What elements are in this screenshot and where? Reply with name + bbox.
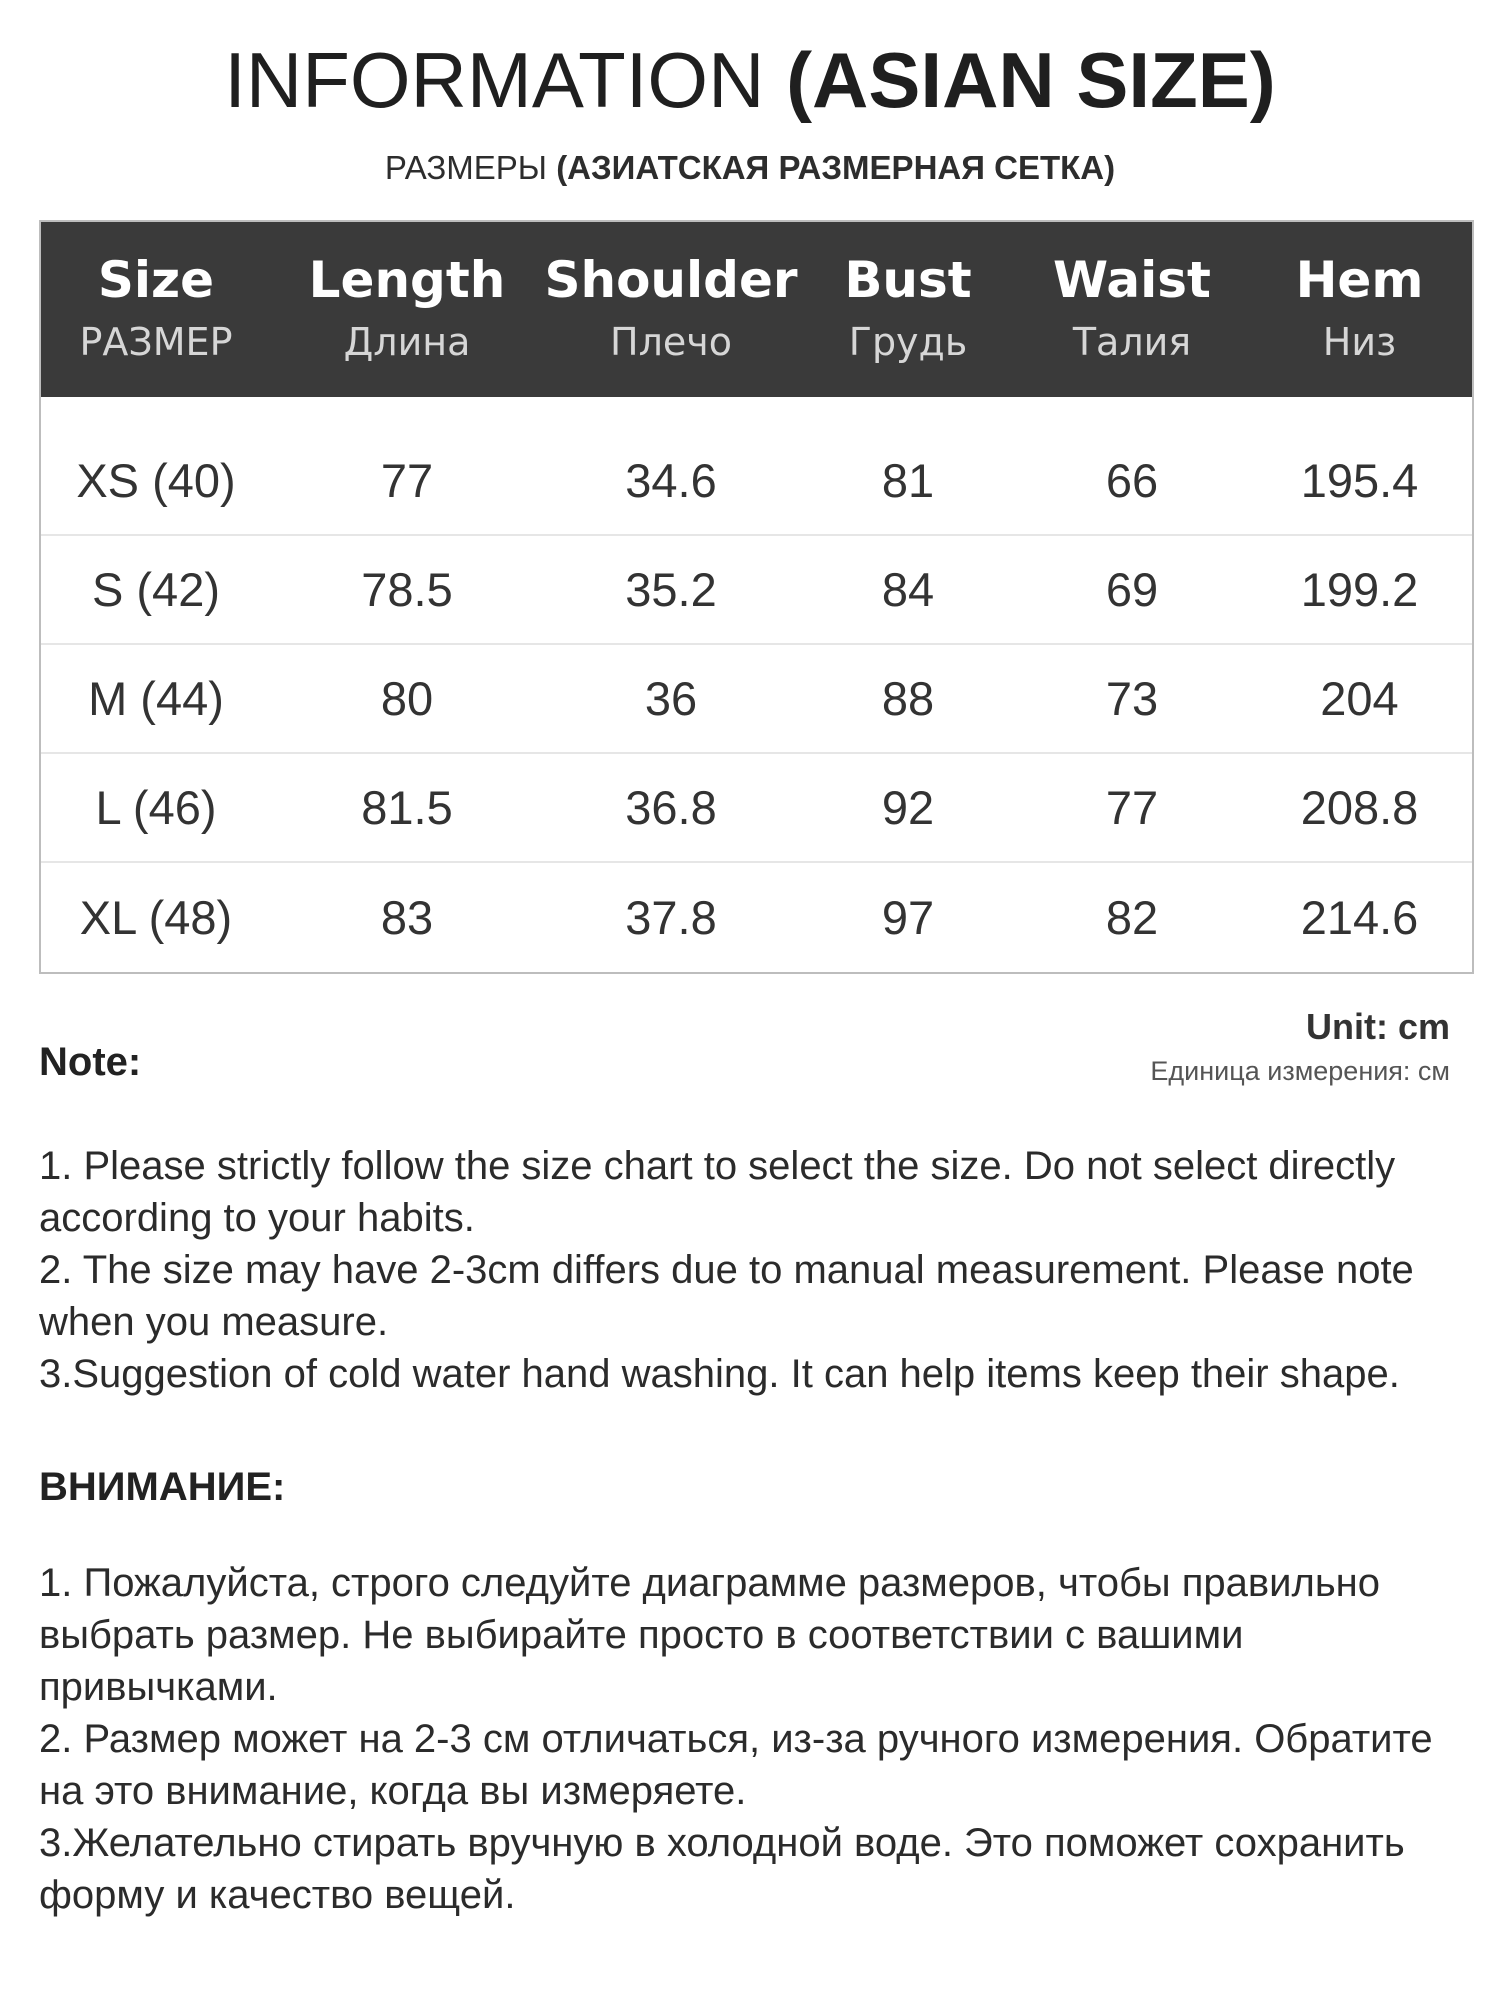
subtitle-bold: (АЗИАТСКАЯ РАЗМЕРНАЯ СЕТКА) xyxy=(556,149,1116,186)
table-cell: 34.6 xyxy=(625,454,717,507)
size-table xyxy=(39,220,1474,974)
note-line: 2. The size may have 2-3cm differs due to manual measurement. Please note when you measure. xyxy=(39,1248,1414,1344)
table-cell: XL (48) xyxy=(79,891,233,944)
column-header-en: Length xyxy=(308,250,506,309)
ru-note-body xyxy=(39,1557,1479,1921)
column-header-en: Waist xyxy=(1053,250,1211,309)
table-row xyxy=(41,645,1472,754)
table-cell: 37.8 xyxy=(625,891,717,944)
table-row xyxy=(41,536,1472,645)
table-row xyxy=(41,427,1472,536)
unit-label xyxy=(1150,1005,1450,1091)
column-header-en: Shoulder xyxy=(544,250,798,309)
table-cell: 195.4 xyxy=(1300,454,1419,507)
note-line: 3.Suggestion of cold water hand washing. It can help items keep their shape. xyxy=(39,1352,1400,1396)
table-row xyxy=(41,863,1472,972)
column-header-en: Bust xyxy=(844,250,972,309)
table-cell: 35.2 xyxy=(625,563,717,616)
column-header-en: Hem xyxy=(1295,250,1424,309)
table-cell: 66 xyxy=(1105,454,1159,507)
table-cell: 69 xyxy=(1105,563,1159,616)
column-header-bust xyxy=(799,222,1017,397)
column-header-ru: Талия xyxy=(1072,319,1192,364)
column-header-hem xyxy=(1247,222,1472,397)
table-cell: 36.8 xyxy=(625,781,717,834)
page-subtitle xyxy=(0,148,1500,188)
column-header-waist xyxy=(1017,222,1247,397)
note-title: Note: xyxy=(39,1040,142,1084)
page-title xyxy=(0,30,1500,130)
table-cell: 77 xyxy=(1105,781,1159,834)
table-header xyxy=(41,222,1472,397)
table-cell: 208.8 xyxy=(1300,781,1419,834)
column-header-en: Size xyxy=(97,250,215,309)
title-bold: (ASIAN SIZE) xyxy=(786,36,1276,124)
ru-note-line: 2. Размер может на 2-3 см отличаться, из-за ручного измерения. Обратите на это внимание, когда вы измеряете. xyxy=(39,1717,1433,1813)
column-header-size xyxy=(41,222,271,397)
ru-note-line: 1. Пожалуйста, строго следуйте диаграмме размеров, чтобы правильно выбрать размер. Не выбирайте просто в соответствии с вашими привычками. xyxy=(39,1561,1381,1709)
unit-label-ru: Единица измерения: см xyxy=(1150,1056,1450,1086)
table-cell: 82 xyxy=(1105,891,1159,944)
table-cell: 92 xyxy=(881,781,935,834)
page-header xyxy=(0,30,1500,188)
title-light: INFORMATION xyxy=(224,36,787,124)
table-cell: 73 xyxy=(1105,672,1159,725)
table-cell: M (44) xyxy=(88,672,224,725)
table-cell: 214.6 xyxy=(1300,891,1419,944)
table-cell: 78.5 xyxy=(361,563,453,616)
ru-note-line: 3.Желательно стирать вручную в холодной воде. Это поможет сохранить форму и качество вещей. xyxy=(39,1821,1405,1917)
table-cell: 77 xyxy=(380,454,434,507)
note-body xyxy=(39,1140,1479,1400)
table-cell: 81 xyxy=(881,454,935,507)
ru-note-title: ВНИМАНИЕ: xyxy=(39,1465,286,1509)
table-cell: XS (40) xyxy=(76,454,236,507)
table-cell: S (42) xyxy=(92,563,220,616)
column-header-ru: Низ xyxy=(1322,319,1397,364)
table-cell: 204 xyxy=(1320,672,1399,725)
table-cell: 36 xyxy=(644,672,698,725)
unit-label-en: Unit: cm xyxy=(1306,1006,1450,1047)
table-body xyxy=(41,397,1472,972)
table-cell: L (46) xyxy=(95,781,217,834)
table-cell: 84 xyxy=(881,563,935,616)
table-cell: 80 xyxy=(380,672,434,725)
table-cell: 97 xyxy=(881,891,935,944)
column-header-shoulder xyxy=(543,222,799,397)
table-row xyxy=(41,754,1472,863)
table-cell: 199.2 xyxy=(1300,563,1419,616)
subtitle-light: РАЗМЕРЫ xyxy=(384,149,557,186)
column-header-ru: Длина xyxy=(343,319,471,364)
table-cell: 83 xyxy=(380,891,434,944)
note-line: 1. Please strictly follow the size chart to select the size. Do not select directly according to your habits. xyxy=(39,1144,1396,1240)
column-header-ru: Грудь xyxy=(848,319,968,364)
column-header-length xyxy=(271,222,543,397)
table-cell: 81.5 xyxy=(361,781,453,834)
table-cell: 88 xyxy=(881,672,935,725)
column-header-ru: Плечо xyxy=(610,319,732,364)
column-header-ru: РАЗМЕР xyxy=(79,319,233,364)
